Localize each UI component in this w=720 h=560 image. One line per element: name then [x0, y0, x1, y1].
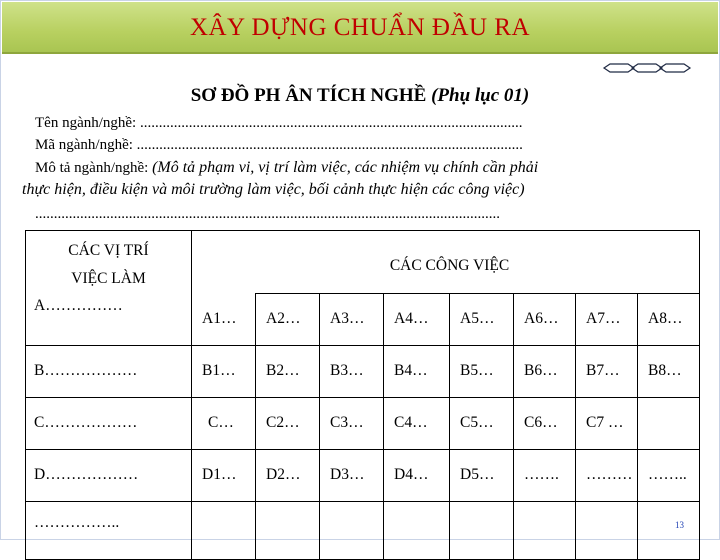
position-cell: C………………: [26, 397, 192, 449]
task-cell: C7 …: [576, 397, 638, 449]
task-cell: C5…: [450, 397, 514, 449]
desc-text-part2: thực hiện, điều kiện và môi trường làm việc, bối cảnh thực hiện các công việc): [22, 181, 525, 198]
task-cell: A6…: [514, 293, 576, 345]
field-desc-line: [35, 159, 538, 177]
job-analysis-table: [25, 230, 700, 560]
chevron-decoration-icon: [602, 62, 692, 74]
table-row: [26, 345, 700, 397]
task-cell: D3…: [320, 449, 384, 501]
page-number: 13: [675, 520, 684, 530]
task-cell: B8…: [638, 345, 700, 397]
task-cell: B7…: [576, 345, 638, 397]
task-cell: ……..: [638, 449, 700, 501]
task-cell: B3…: [320, 345, 384, 397]
table-row: [26, 397, 700, 449]
task-cell: B1…: [192, 345, 256, 397]
task-cell: B2…: [256, 345, 320, 397]
position-cell: ……………..: [26, 501, 192, 559]
task-cell: C6…: [514, 397, 576, 449]
task-cell: C2…: [256, 397, 320, 449]
task-cell: [638, 397, 700, 449]
task-cell: A8…: [638, 293, 700, 345]
title-bar: [2, 2, 718, 54]
table-row: [26, 501, 700, 559]
position-cell: D………………: [26, 449, 192, 501]
task-cell: [192, 501, 256, 559]
task-cell: [450, 501, 514, 559]
field-code-line: [35, 137, 523, 154]
task-cell: C…: [192, 397, 256, 449]
field-name-line: [35, 115, 522, 132]
desc-text-part1: (Mô tả phạm vi, vị trí làm việc, các nhiệm vụ chính cần phải: [152, 159, 539, 176]
table-row: [26, 293, 700, 345]
decorative-arrows: [602, 62, 692, 74]
task-cell: C3…: [320, 397, 384, 449]
task-cell: [256, 501, 320, 559]
header-positions: [26, 231, 192, 294]
task-cell: [638, 501, 700, 559]
task-cell: A5…: [450, 293, 514, 345]
task-cell: …….: [514, 449, 576, 501]
header-tasks: CÁC CÔNG VIỆC: [192, 231, 700, 294]
task-cell: A7…: [576, 293, 638, 345]
task-cell: D4…: [384, 449, 450, 501]
task-cell: [384, 501, 450, 559]
slide-title: XÂY DỰNG CHUẨN ĐẦU RA: [189, 14, 531, 41]
table-header-row: [26, 231, 700, 294]
task-cell: D5…: [450, 449, 514, 501]
task-cell: A2…: [256, 293, 320, 345]
task-cell: ………: [576, 449, 638, 501]
task-cell: D1…: [192, 449, 256, 501]
name-label: Tên ngành/nghề:: [35, 115, 137, 131]
task-cell: C4…: [384, 397, 450, 449]
table-row: [26, 449, 700, 501]
task-cell: [514, 501, 576, 559]
name-dots: ......................................................................................................: [139, 115, 523, 131]
position-cell: B………………: [26, 345, 192, 397]
task-cell: B5…: [450, 345, 514, 397]
subtitle-main: SƠ ĐỒ PH ÂN TÍCH NGHỀ: [190, 85, 427, 106]
section-subtitle: [0, 85, 720, 107]
task-cell: B4…: [384, 345, 450, 397]
subtitle-appendix: (Phụ lục 01): [431, 85, 530, 106]
task-cell: D2…: [256, 449, 320, 501]
task-cell: [576, 501, 638, 559]
code-label: Mã ngành/nghề:: [35, 137, 133, 153]
task-cell: B6…: [514, 345, 576, 397]
task-cell: A3…: [320, 293, 384, 345]
task-cell: A1…: [192, 293, 256, 345]
desc-dots: ............................................................................................................................: [35, 206, 500, 222]
code-dots: .......................................................................................................: [136, 137, 523, 153]
header-positions-text: CÁC VỊ TRÍ VIỆC LÀM: [68, 242, 149, 287]
position-cell: A……………: [26, 293, 192, 345]
task-cell: A4…: [384, 293, 450, 345]
task-cell: [320, 501, 384, 559]
desc-label: Mô tả ngành/nghề:: [35, 160, 149, 176]
